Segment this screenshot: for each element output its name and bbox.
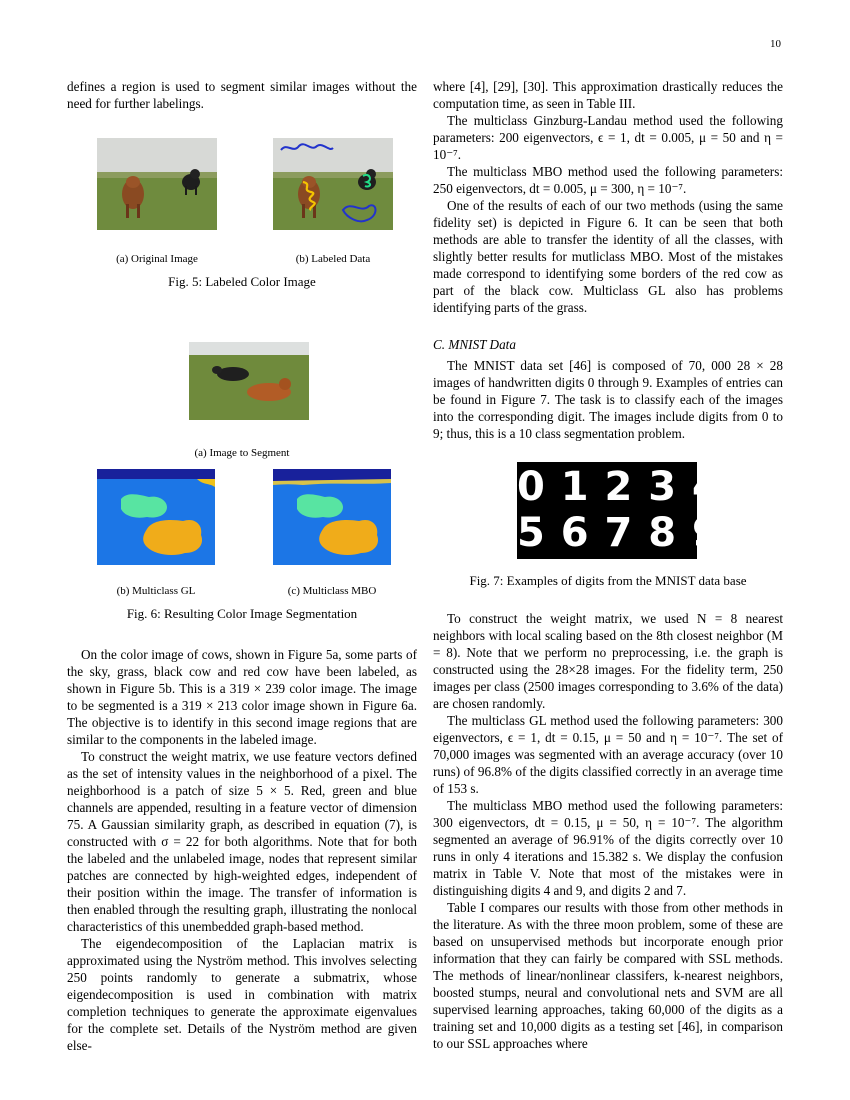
fig5-caption: Fig. 5: Labeled Color Image bbox=[168, 274, 316, 289]
fig6-caption: Fig. 6: Resulting Color Image Segmentation bbox=[126, 606, 358, 621]
right-paragraph-0: where [4], [29], [30]. This approximation drastically reduces the computation time, as seen in Table III. bbox=[433, 79, 783, 111]
fig6a-caption: (a) Image to Segment bbox=[194, 447, 290, 459]
right-paragraph-4: The MNIST data set [46] is composed of 70, 000 28 × 28 images of handwritten digits 0 through 9. Examples of entries can be found in Figure 7. The task is to classify each of the images into the corresponding digit. The images include digits from 0 to 9; thus, this is a 10 class segmentation problem. bbox=[433, 358, 783, 441]
page-number: 10 bbox=[770, 38, 781, 50]
left-body bbox=[67, 646, 417, 1054]
fig6c-multiclass-mbo-segmentation bbox=[273, 469, 391, 565]
left-paragraph-2: To construct the weight matrix, we use feature vectors defined as the set of intensity values in the neighborhood of a pixel. The neighborhood is a patch of size 5 × 5. Red, green and blue channels are appended, resulting in a feature vector of dimension 75. A Gaussian similarity graph, as described in equation (7), is constructed with σ = 22 for both algorithms. Note that for both the labeled and the unlabeled image, nodes that represent similar patches are connected by high-weighted edges, independent of their position within the image. The transfer of information is then enabled through the resulting graph, illustrating the nonlocal characteristics of this unembedded graph-based method. bbox=[67, 749, 417, 934]
right-paragraph-6: The multiclass GL method used the following parameters: 300 eigenvectors, ϵ = 1, dt = 0.15, μ = 50 and η = 10⁻⁷. The set of 70,000 images was segmented with an average accuracy (over 10 runs) of 96.8% of the digits classified correctly in an average time of 153 s. bbox=[433, 713, 783, 796]
fig5a-original-image bbox=[97, 138, 217, 230]
right-paragraph-1: The multiclass Ginzburg-Landau method used the following parameters: 200 eigenvectors, ϵ = 1, dt = 0.005, μ = 50 and η = 10⁻⁷. bbox=[433, 113, 783, 162]
right-paragraph-7: The multiclass MBO method used the following parameters: 300 eigenvectors, dt = 0.15, μ = 50, η = 10⁻⁷. The algorithm segmented an average of 96.91% of the digits correctly over 10 runs in only 4 iterations and 15.382 s. We display the confusion matrix in Table V. Note that most of the mistakes were in distinguishing digits 4 and 9, and digits 2 and 7. bbox=[433, 798, 783, 898]
right-mnist-intro bbox=[433, 357, 783, 442]
fig6b-multiclass-gl-segmentation bbox=[97, 469, 215, 565]
fig7-digits-row-2: 5 6 7 8 9 bbox=[517, 510, 721, 556]
fig7-caption: Fig. 7: Examples of digits from the MNIST data base bbox=[469, 573, 747, 588]
left-paragraph-3: The eigendecomposition of the Laplacian matrix is approximated using the Nyström method. This involves selecting 250 points randomly to generate a submatrix, whose eigendecomposition is used in combination with matrix completion techniques to generate the approximate eigenvalues for the complete set. Details of the Nyström method are given else- bbox=[67, 936, 417, 1053]
fig6b-caption: (b) Multiclass GL bbox=[116, 585, 196, 597]
right-top-body bbox=[433, 78, 783, 316]
fig5b-labeled-image bbox=[273, 138, 393, 230]
right-paragraph-8: Table I compares our results with those from other methods in the literature. As with the three moon problem, some of these are based on unsupervised methods but incorporate enough prior information that they can fairly be compared with SSL methods. The methods of linear/nonlinear classifers, k-nearest neighbors, boosted stumps, neural and convolutional nets and SVM are all supervised learning approaches, taking 60,000 of the digits as a training set and 10,000 digits as a testing set [46], in comparison to our SSL approaches where bbox=[433, 900, 783, 1051]
right-paragraph-2: The multiclass MBO method used the following parameters: 250 eigenvectors, dt = 0.005, μ = 300, η = 10⁻⁷. bbox=[433, 164, 783, 196]
section-heading-mnist: C. MNIST Data bbox=[433, 337, 516, 352]
right-paragraph-5: To construct the weight matrix, we used N = 8 nearest neighbors with local scaling based on the 8th closest neighbor (M = 8). Note that we perform no preprocessing, i.e. the graph is constructed using the 28×28 images. For the fidelity term, 250 images per class (2500 images corresponding to 3.6% of the data) are chosen randomly. bbox=[433, 611, 783, 711]
fig7-digits-row-1: 0 1 2 3 4 bbox=[517, 464, 721, 510]
left-paragraph-1: On the color image of cows, shown in Figure 5a, some parts of the sky, grass, black cow and red cow have been labeled, as shown in Figure 5b. This is a 319 × 239 color image. The image to be segmented is a 319 × 213 color image shown in Figure 6a. The objective is to identify in this second image regions that are similar to the components in the labeled image. bbox=[67, 647, 417, 747]
fig5b-caption: (b) Labeled Data bbox=[295, 253, 371, 265]
fig7-mnist-digits bbox=[517, 462, 721, 559]
fig6a-image-to-segment bbox=[189, 342, 309, 420]
fig5a-caption: (a) Original Image bbox=[116, 253, 198, 265]
left-paragraph-0: defines a region is used to segment similar images without the need for further labelings. bbox=[67, 79, 417, 111]
fig6c-caption: (c) Multiclass MBO bbox=[287, 585, 377, 597]
right-bottom-body bbox=[433, 610, 783, 1052]
right-paragraph-3: One of the results of each of our two methods (using the same fidelity set) is depicted in Figure 6. It can be seen that both methods are able to transfer the identity of all the classes, with slightly better results for mutliclass MBO. Most of the mistakes made correspond to identifying some borders of the red cow as part of the black cow. Multiclass GL also has problems identifying parts of the grass. bbox=[433, 198, 783, 315]
